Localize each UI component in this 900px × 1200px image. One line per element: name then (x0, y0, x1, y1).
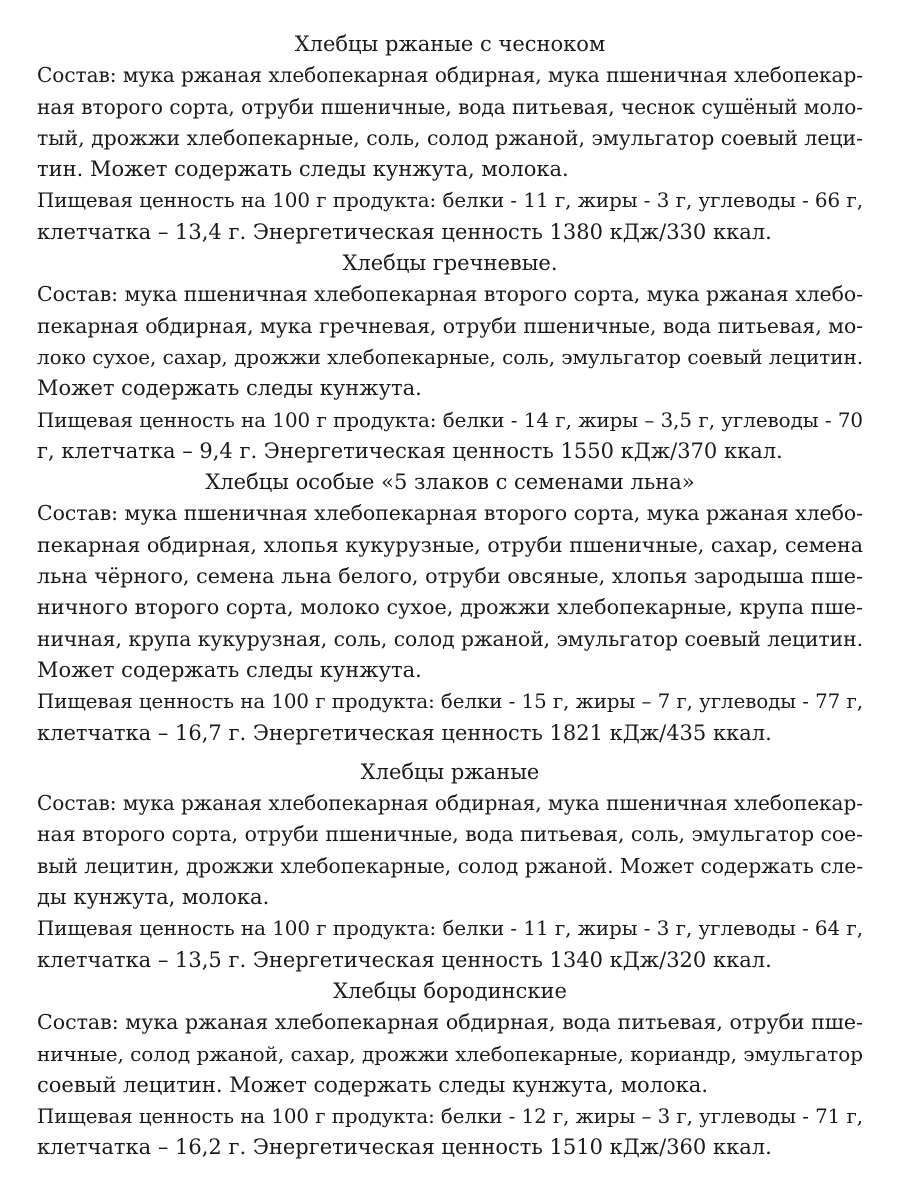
text-line: клетчатка – 13,5 г. Энергетическая ценность 1340 кДж/320 ккал. (37, 947, 772, 972)
text-line: пекарная обдирная, мука гречневая, отруби пшеничные, вода питьевая, мо- (37, 313, 863, 338)
product-title: Хлебцы ржаные с чесноком (294, 32, 606, 56)
text-line: Состав: мука пшеничная хлебопекарная второго сорта, мука ржаная хлебо- (37, 282, 863, 307)
text-line: Может содержать следы кунжута. (37, 376, 422, 401)
text-line: г, клетчатка – 9,4 г. Энергетическая ценность 1550 кДж/370 ккал. (37, 438, 783, 463)
text-line: ничная, крупа кукурузная, соль, солод ржаной, эмульгатор соевый лецитин. (37, 626, 863, 651)
text-line: Состав: мука ржаная хлебопекарная обдирная, мука пшеничная хлебопекар- (37, 791, 863, 816)
text-line: Пищевая ценность на 100 г продукта: белки - 12 г, жиры – 3 г, углеводы - 71 г, (37, 1105, 863, 1129)
text-line: клетчатка – 13,4 г. Энергетическая ценность 1380 кДж/330 ккал. (37, 219, 772, 244)
text-line: клетчатка – 16,2 г. Энергетическая ценность 1510 кДж/360 ккал. (37, 1135, 772, 1160)
text-line: ды кунжута, молока. (37, 885, 270, 910)
text-line: вый лецитин, дрожжи хлебопекарные, солод ржаной. Может содержать сле- (37, 853, 863, 878)
product-title: Хлебцы особые «5 злаков с семенами льна» (205, 470, 695, 495)
text-line: Может содержать следы кунжута. (37, 657, 422, 682)
document-page (37, 29, 863, 1164)
product-title: Хлебцы гречневые. (342, 251, 558, 276)
text-line: Пищевая ценность на 100 г продукта: белки - 15 г, жиры – 7 г, углеводы - 77 г, (37, 690, 863, 714)
product-section (37, 757, 863, 976)
text-line: Пищевая ценность на 100 г продукта: белки - 11 г, жиры - 3 г, углеводы - 64 г, (37, 917, 863, 941)
text-line: ная второго сорта, отруби пшеничные, вода питьевая, чеснок сушёный моло- (37, 94, 863, 119)
text-line: Пищевая ценность на 100 г продукта: белки - 11 г, жиры - 3 г, углеводы - 66 г, (37, 189, 863, 213)
product-section (37, 467, 863, 749)
section-spacer (37, 749, 863, 757)
product-title: Хлебцы бородинские (333, 978, 567, 1003)
product-title: Хлебцы ржаные (360, 759, 540, 784)
text-line: ничного второго сорта, молоко сухое, дрожжи хлебопекарные, крупа пше- (37, 595, 863, 620)
text-line: локо сухое, сахар, дрожжи хлебопекарные, соль, эмульгатор соевый лецитин. (37, 344, 863, 369)
text-line: клетчатка – 16,7 г. Энергетическая ценность 1821 кДж/435 ккал. (37, 720, 772, 745)
text-line: соевый лецитин. Может содержать следы кунжута, молока. (37, 1072, 708, 1097)
product-section (37, 29, 863, 248)
text-line: льна чёрного, семена льна белого, отруби овсяные, хлопья зародыша пше- (37, 564, 863, 589)
text-line: пекарная обдирная, хлопья кукурузные, отруби пшеничные, сахар, семена (37, 532, 863, 557)
text-line: ная второго сорта, отруби пшеничные, вода питьевая, соль, эмульгатор сое- (37, 822, 863, 847)
text-line: Состав: мука пшеничная хлебопекарная второго сорта, мука ржаная хлебо- (37, 501, 863, 526)
product-section (37, 248, 863, 467)
text-line: тин. Может содержать следы кунжута, молока. (37, 157, 569, 182)
text-line: ничные, солод ржаной, сахар, дрожжи хлебопекарные, кориандр, эмульгатор (37, 1041, 863, 1066)
product-section (37, 976, 863, 1164)
text-line: Состав: мука ржаная хлебопекарная обдирная, мука пшеничная хлебопекар- (37, 63, 863, 88)
text-line: тый, дрожжи хлебопекарные, соль, солод ржаной, эмульгатор соевый леци- (37, 125, 863, 150)
text-line: Пищевая ценность на 100 г продукта: белки - 14 г, жиры – 3,5 г, углеводы - 70 (37, 408, 863, 432)
text-line: Состав: мука ржаная хлебопекарная обдирная, вода питьевая, отруби пше- (37, 1010, 863, 1035)
